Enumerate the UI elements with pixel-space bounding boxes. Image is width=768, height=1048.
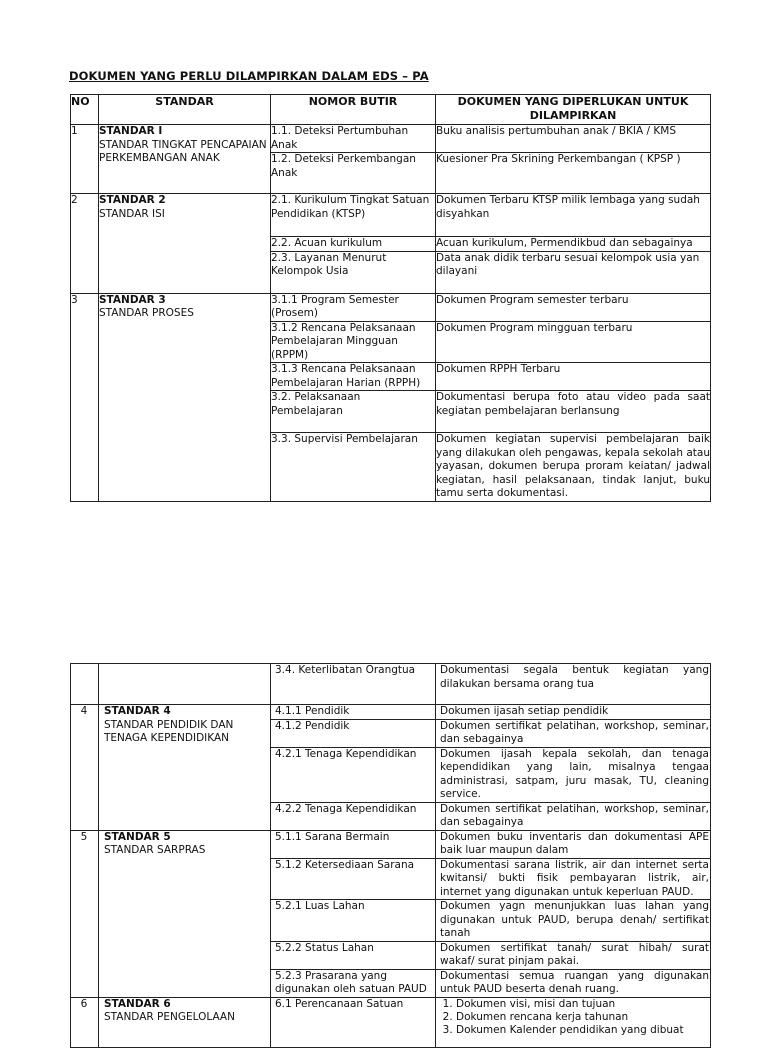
standar-code: STANDAR 5 <box>104 830 171 843</box>
documents-table-page1 <box>70 94 711 502</box>
dokumen-cell: Dokumen buku inventaris dan dokumentasi APE baik luar maupun dalam <box>436 830 711 858</box>
butir-cell: 3.4. Keterlibatan Orangtua <box>271 664 436 705</box>
table-header-row <box>71 95 711 125</box>
dokumen-cell: Dokumen Program semester terbaru <box>436 293 711 321</box>
dokumen-cell: Dokumen sertifikat pelatihan, workshop, seminar, dan sebagainya <box>436 719 711 747</box>
standar-cell <box>99 997 271 1047</box>
standar-name: STANDAR PENDIDIK DAN TENAGA KEPENDIDIKAN <box>104 718 234 744</box>
list-item: 3. Dokumen Kalender pendidikan yang dibuat <box>456 1024 709 1037</box>
row-number <box>71 664 99 705</box>
dokumen-cell: Dokumen sertifikat pelatihan, workshop, seminar, dan sebagainya <box>436 802 711 830</box>
dokumen-list <box>440 998 709 1037</box>
standar-cell <box>99 125 271 194</box>
dokumen-cell: Dokumen Terbaru KTSP milik lembaga yang sudah disyahkan <box>436 194 711 237</box>
standar-cell <box>99 664 271 705</box>
standar-cell <box>99 293 271 501</box>
butir-cell: 2.1. Kurikulum Tingkat Satuan Pendidikan (KTSP) <box>271 194 436 237</box>
butir-cell: 5.1.2 Ketersediaan Sarana <box>271 858 436 900</box>
butir-cell: 4.1.2 Pendidik <box>271 719 436 747</box>
dokumen-cell: Acuan kurikulum, Permendikbud dan sebagainya <box>436 237 711 252</box>
row-number: 1 <box>71 125 99 194</box>
header-dokumen: DOKUMEN YANG DIPERLUKAN UNTUK DILAMPIRKAN <box>436 95 711 125</box>
table-row <box>71 664 711 705</box>
dokumen-cell: Dokumen ijasah kepala sekolah, dan tenaga kependidikan yang lain, misalnya tengaa administrasi, satpam, juru masak, TU, cleaning service. <box>436 747 711 802</box>
standar-name: STANDAR PROSES <box>99 307 194 319</box>
standar-cell <box>99 830 271 997</box>
table-row <box>71 293 711 321</box>
standar-cell <box>99 705 271 831</box>
butir-cell: 3.3. Supervisi Pembelajaran <box>271 433 436 502</box>
dokumen-cell: Dokumentasi segala bentuk kegiatan yang dilakukan bersama orang tua <box>436 664 711 705</box>
row-number: 5 <box>71 830 99 997</box>
butir-cell: 3.2. Pelaksanaan Pembelajaran <box>271 391 436 433</box>
row-number: 3 <box>71 293 99 501</box>
table-row <box>71 125 711 153</box>
butir-cell: 6.1 Perencanaan Satuan <box>271 997 436 1047</box>
document-title: DOKUMEN YANG PERLU DILAMPIRKAN DALAM EDS – PA <box>69 69 429 83</box>
documents-table-page2 <box>70 663 711 1048</box>
dokumen-cell: Kuesioner Pra Skrining Perkembangan ( KPSP ) <box>436 153 711 194</box>
butir-cell: 5.2.3 Prasarana yang digunakan oleh satuan PAUD <box>271 969 436 997</box>
header-no: NO <box>71 95 99 125</box>
dokumen-cell: Buku analisis pertumbuhan anak / BKIA / KMS <box>436 125 711 153</box>
table-row <box>71 997 711 1047</box>
butir-cell: 5.1.1 Sarana Bermain <box>271 830 436 858</box>
standar-code: STANDAR 2 <box>99 194 166 206</box>
table-row <box>71 705 711 720</box>
standar-code: STANDAR 6 <box>104 997 171 1010</box>
dokumen-cell <box>436 997 711 1047</box>
dokumen-cell: Dokumen yagn menunjukkan luas lahan yang digunakan untuk PAUD, berupa denah/ sertifikat tanah <box>436 900 711 942</box>
standar-code: STANDAR 3 <box>99 293 166 306</box>
dokumen-cell: Dokumentasi semua ruangan yang digunakan untuk PAUD beserta denah ruang. <box>436 969 711 997</box>
dokumen-cell: Dokumentasi berupa foto atau video pada saat kegiatan pembelajaran berlansung <box>436 391 711 433</box>
butir-cell: 4.1.1 Pendidik <box>271 705 436 720</box>
table-row <box>71 194 711 237</box>
butir-cell: 4.2.1 Tenaga Kependidikan <box>271 747 436 802</box>
dokumen-cell: Dokumen Program mingguan terbaru <box>436 321 711 363</box>
butir-cell: 3.1.3 Rencana Pelaksanaan Pembelajaran Harian (RPPH) <box>271 363 436 391</box>
standar-name: STANDAR ISI <box>99 207 165 220</box>
butir-cell: 3.1.1 Program Semester (Prosem) <box>271 293 436 321</box>
dokumen-cell: Dokumen kegiatan supervisi pembelajaran baik yang dilakukan oleh pengawas, kepala sekolah atau yayasan, dokumen berupa proram keiatan/ jadwal kegiatan, hasil pelaksanaan, tindak lanjut, buku tamu serta dokumentasi. <box>436 433 710 499</box>
dokumen-cell: Dokumentasi sarana listrik, air dan internet serta kwitansi/ bukti fisik pembayaran listrik, air, internet yang digunakan untuk keperluan PAUD. <box>436 858 711 900</box>
butir-cell: 5.2.2 Status Lahan <box>271 941 436 969</box>
standar-code: STANDAR 4 <box>104 705 171 717</box>
butir-cell: 5.2.1 Luas Lahan <box>271 900 436 942</box>
list-item: 2. Dokumen rencana kerja tahunan <box>456 1011 709 1024</box>
row-number: 2 <box>71 194 99 294</box>
standar-code: STANDAR I <box>99 125 163 137</box>
table-row <box>71 830 711 858</box>
header-nomor-butir: NOMOR BUTIR <box>271 95 436 125</box>
row-number: 6 <box>71 997 99 1047</box>
butir-cell: 4.2.2 Tenaga Kependidikan <box>271 802 436 830</box>
dokumen-cell: Dokumen RPPH Terbaru <box>436 363 711 391</box>
standar-cell <box>99 194 271 294</box>
dokumen-cell: Dokumen ijasah setiap pendidik <box>436 705 711 720</box>
dokumen-cell: Data anak didik terbaru sesuai kelompok usia yan dilayani <box>436 251 711 293</box>
butir-cell: 3.1.2 Rencana Pelaksanaan Pembelajaran Mingguan (RPPM) <box>271 321 436 363</box>
list-item: 1. Dokumen visi, misi dan tujuan <box>456 998 709 1011</box>
standar-name: STANDAR TINGKAT PENCAPAIAN PERKEMBANGAN ANAK <box>99 138 267 164</box>
row-number: 4 <box>71 705 99 831</box>
header-standar: STANDAR <box>99 95 271 125</box>
dokumen-cell: Dokumen sertifikat tanah/ surat hibah/ surat wakaf/ surat pinjam pakai. <box>436 941 711 969</box>
butir-cell: 2.2. Acuan kurikulum <box>271 237 436 252</box>
butir-cell: 1.2. Deteksi Perkembangan Anak <box>271 153 436 194</box>
butir-cell: 2.3. Layanan Menurut Kelompok Usia <box>271 251 436 293</box>
standar-name: STANDAR PENGELOLAAN <box>104 1011 235 1023</box>
standar-name: STANDAR SARPRAS <box>104 844 206 856</box>
butir-cell: 1.1. Deteksi Pertumbuhan Anak <box>271 125 436 153</box>
